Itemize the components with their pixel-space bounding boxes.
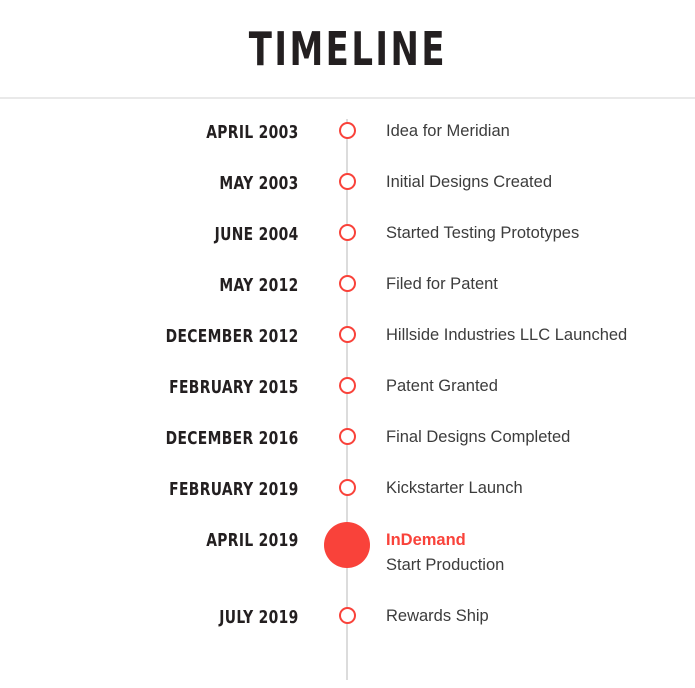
timeline-dot-icon xyxy=(339,607,356,624)
event-label: Started Testing Prototypes xyxy=(386,224,580,242)
timeline-event xyxy=(0,600,695,651)
event-label: Final Designs Completed xyxy=(386,428,571,446)
event-date: FEBRUARY 2019 xyxy=(169,480,299,500)
event-date: FEBRUARY 2015 xyxy=(169,378,299,398)
event-marker-cell xyxy=(318,268,376,292)
event-label: Patent Granted xyxy=(386,377,498,395)
timeline-dot-large-icon xyxy=(324,522,370,568)
timeline-dot-icon xyxy=(339,275,356,292)
timeline-event xyxy=(0,319,695,370)
event-label: Filed for Patent xyxy=(386,275,498,293)
event-label: Initial Designs Created xyxy=(386,173,552,191)
event-date: DECEMBER 2016 xyxy=(165,429,299,449)
timeline-dot-icon xyxy=(339,173,356,190)
timeline-dot-icon xyxy=(339,224,356,241)
timeline-event xyxy=(0,421,695,472)
timeline-dot-icon xyxy=(339,377,356,394)
timeline-event xyxy=(0,166,695,217)
timeline-event xyxy=(0,370,695,421)
page-title: TIMELINE xyxy=(248,21,447,76)
event-label: Rewards Ship xyxy=(386,607,489,625)
event-label xyxy=(376,523,695,578)
event-marker-cell xyxy=(318,523,376,568)
event-date: JULY 2019 xyxy=(219,608,299,628)
event-date: APRIL 2019 xyxy=(206,531,299,551)
timeline-dot-icon xyxy=(339,326,356,343)
event-label: Hillside Industries LLC Launched xyxy=(386,326,628,344)
event-marker-cell xyxy=(318,421,376,445)
event-date: DECEMBER 2012 xyxy=(165,327,299,347)
event-date: MAY 2003 xyxy=(219,174,299,194)
event-marker-cell xyxy=(318,600,376,624)
timeline-event xyxy=(0,217,695,268)
page-header xyxy=(0,0,695,99)
event-highlight-label: InDemand xyxy=(386,531,466,549)
event-marker-cell xyxy=(318,472,376,496)
timeline-container xyxy=(0,99,695,688)
event-marker-cell xyxy=(318,115,376,139)
timeline-event xyxy=(0,268,695,319)
event-date: APRIL 2003 xyxy=(206,123,299,143)
event-date: MAY 2012 xyxy=(219,276,299,296)
timeline-dot-icon xyxy=(339,428,356,445)
event-date: JUNE 2004 xyxy=(214,225,299,245)
event-label: Idea for Meridian xyxy=(386,122,510,140)
event-marker-cell xyxy=(318,319,376,343)
timeline-dot-icon xyxy=(339,479,356,496)
event-marker-cell xyxy=(318,370,376,394)
timeline-event xyxy=(0,115,695,166)
timeline-event xyxy=(0,472,695,523)
timeline-dot-icon xyxy=(339,122,356,139)
event-marker-cell xyxy=(318,217,376,241)
timeline-event-featured xyxy=(0,523,695,600)
event-label: Kickstarter Launch xyxy=(386,479,523,497)
event-sub-label: Start Production xyxy=(386,556,505,574)
event-marker-cell xyxy=(318,166,376,190)
